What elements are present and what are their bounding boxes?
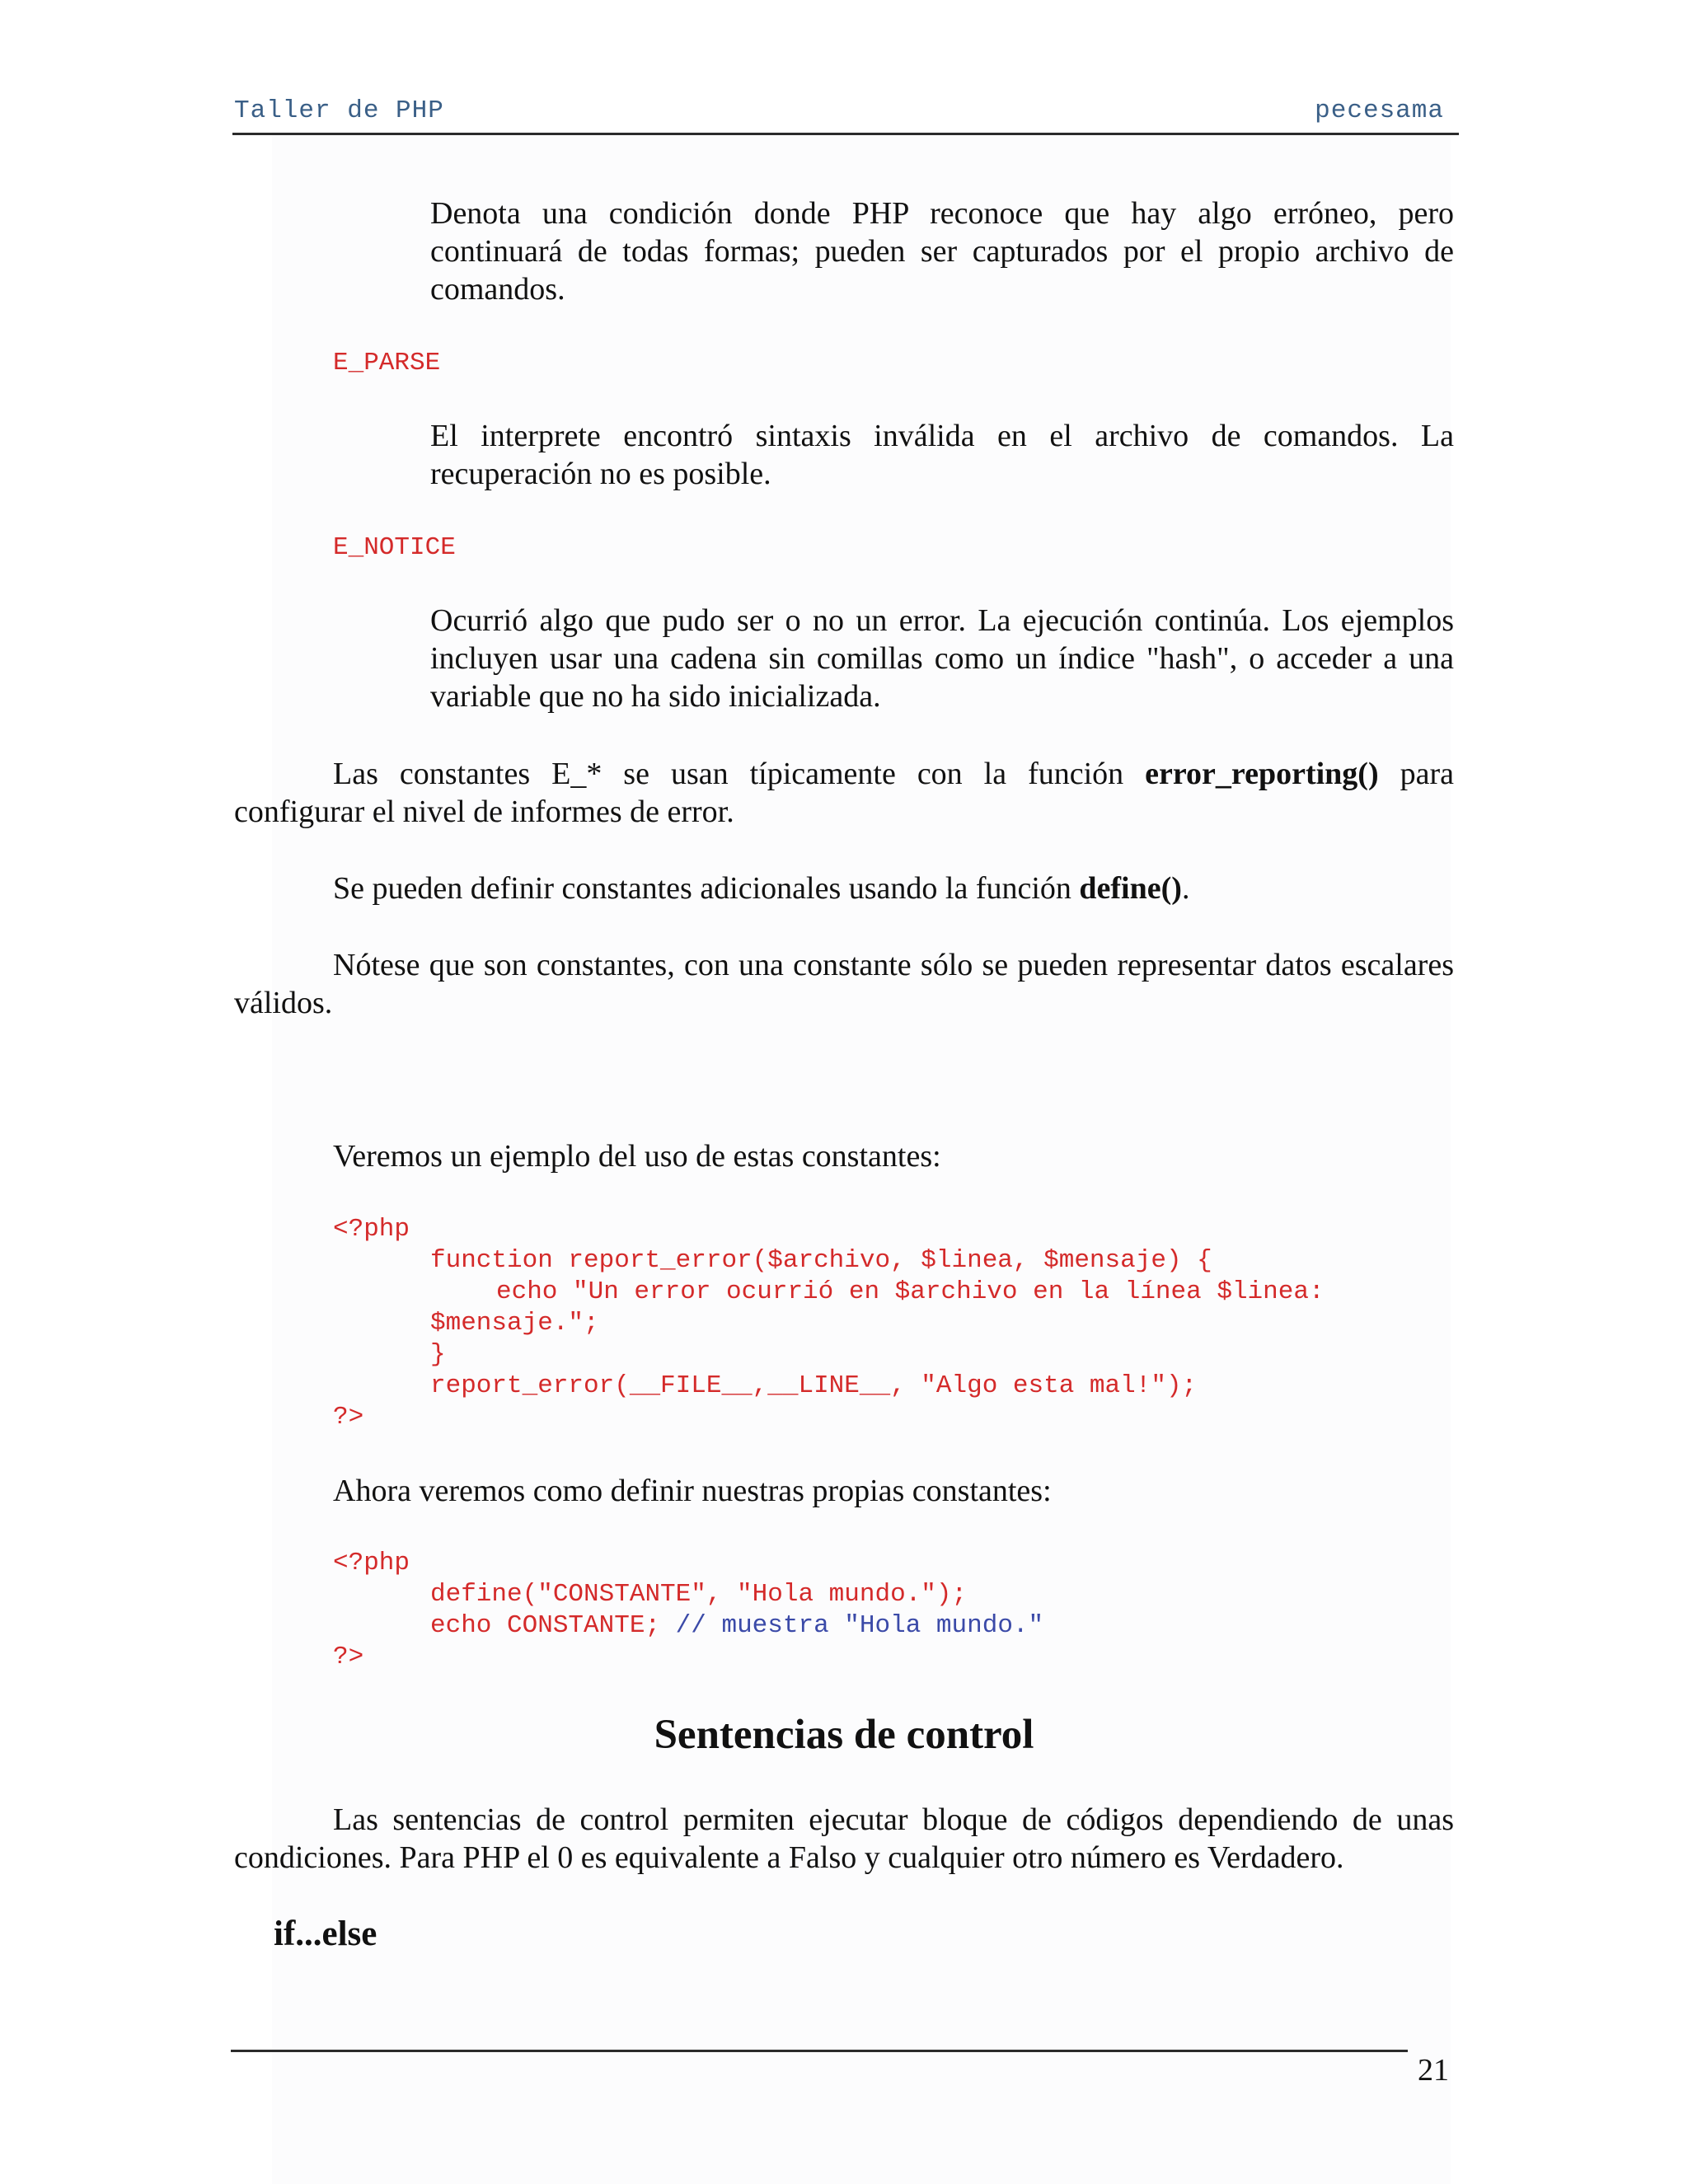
error-reporting-function: error_reporting()	[1145, 757, 1379, 791]
code1-close-tag: ?>	[333, 1403, 364, 1432]
code1-line-2: echo "Un error ocurrió en $archivo en la línea $linea:	[496, 1277, 1325, 1306]
constants-usage-text-2: para configurar el nivel de informes de error.	[234, 757, 1454, 829]
define-text-2: .	[1181, 871, 1190, 906]
code1-line-1: function report_error($archivo, $linea, $mensaje) {	[430, 1246, 1212, 1275]
code1-open-tag: <?php	[333, 1215, 410, 1244]
define-paragraph	[333, 869, 1454, 907]
constants-usage-paragraph	[234, 755, 1454, 831]
warning-description: Denota una condición donde PHP reconoce que hay algo erróneo, pero continuará de todas formas; pueden ser capturados por el propio archivo de comandos.	[430, 196, 1454, 307]
code2-line-2-code: echo CONSTANTE;	[430, 1611, 676, 1640]
constants-usage-text-1: Las constantes E_* se usan típicamente con la función	[333, 757, 1146, 791]
code2-close-tag: ?>	[333, 1643, 364, 1671]
header-author: pecesama	[1315, 96, 1444, 125]
running-header	[232, 96, 1459, 135]
code1-line-5: report_error(__FILE__,__LINE__, "Algo esta mal!");	[430, 1371, 1198, 1400]
e-parse-description: El interprete encontró sintaxis inválida en el archivo de comandos. La recuperación no es posible.	[430, 419, 1454, 491]
header-title: Taller de PHP	[234, 96, 444, 125]
code1-line-4: }	[430, 1340, 446, 1369]
code2-comment: // muestra "Hola mundo."	[675, 1611, 1044, 1640]
section-heading: Sentencias de control	[654, 1712, 1034, 1758]
define-text-1: Se pueden definir constantes adicionales usando la función	[333, 871, 1080, 906]
subsection-heading: if...else	[274, 1915, 377, 1953]
page-number: 21	[1418, 2053, 1449, 2088]
scalar-note-paragraph: Nótese que son constantes, con una constante sólo se pueden representar datos escalares válidos.	[234, 948, 1454, 1020]
example-intro: Veremos un ejemplo del uso de estas constantes:	[333, 1139, 941, 1174]
code1-line-3: $mensaje.";	[430, 1309, 599, 1338]
control-intro-paragraph: Las sentencias de control permiten ejecutar bloque de códigos dependiendo de unas condiciones. Para PHP el 0 es equivalente a Falso y cualquier otro número es Verdadero.	[234, 1802, 1454, 1875]
code2-line-1: define("CONSTANTE", "Hola mundo.");	[430, 1580, 968, 1609]
own-constants-intro: Ahora veremos como definir nuestras propias constantes:	[333, 1474, 1052, 1508]
e-notice-label: E_NOTICE	[333, 533, 456, 562]
e-notice-description: Ocurrió algo que pudo ser o no un error. La ejecución continúa. Los ejemplos incluyen usar una cadena sin comillas como un índice "hash", o acceder a una variable que no ha sido inicializada.	[430, 603, 1454, 714]
define-function: define()	[1079, 871, 1182, 906]
code2-line-2	[430, 1610, 1043, 1642]
e-parse-label: E_PARSE	[333, 349, 441, 377]
code2-open-tag: <?php	[333, 1549, 410, 1577]
footer-rule	[231, 2050, 1408, 2052]
